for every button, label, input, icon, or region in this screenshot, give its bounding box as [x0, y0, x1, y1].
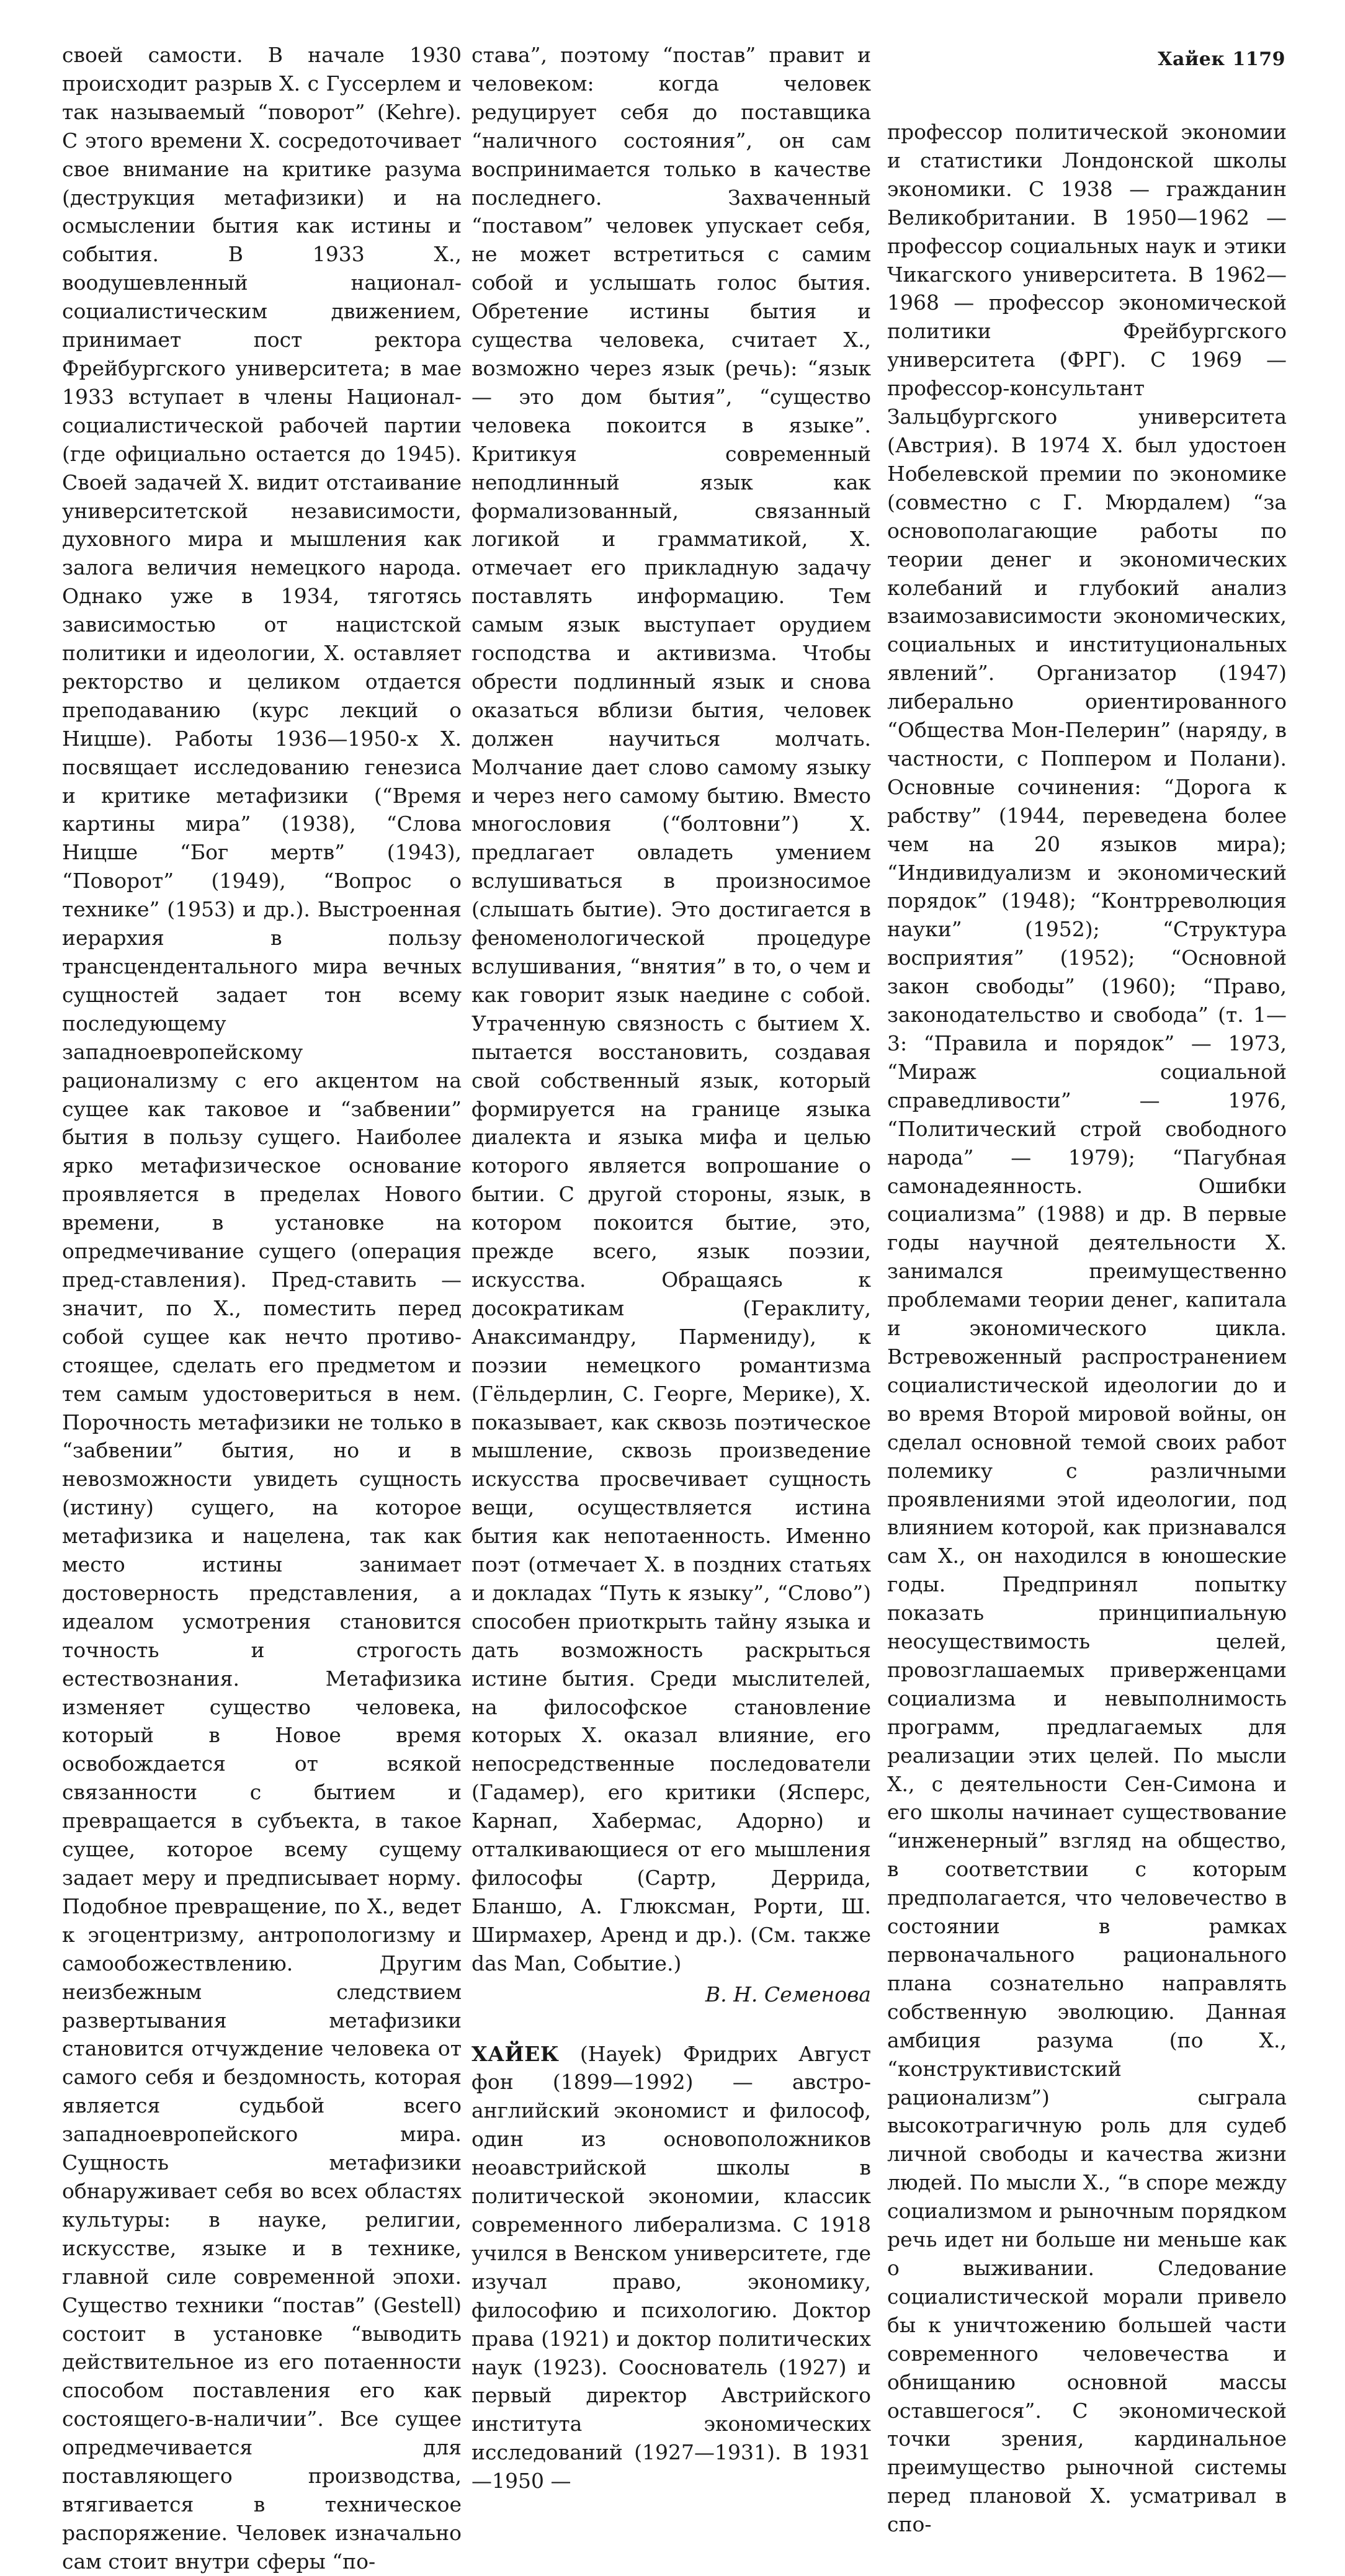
paragraph: става”, поэтому “постав” правит и человеком: когда человек редуцирует себя до поставщика “наличного состояния”, он сам воспринимается только в качестве последнего. Захваченный “поставом” человек упускает себя, не может встретиться с самим собой и услышать голос бытия. Обретение истины бытия и существа человека, считает Х., возможно через язык (речь): “язык — это дом бытия”, “существо человека покоится в языке”. Критикуя современный неподлинный язык как формализованный, связанный логикой и грамматикой, Х. отмечает его прикладную задачу поставлять информацию. Тем самым язык выступает орудием господства и активизма. Чтобы обрести подлинный язык и снова оказаться вблизи бытия, человек должен научиться молчать. Молчание дает слово самому языку и через него самому бытию. Вместо многословия (“болтовни”) Х. предлагает овладеть умением вслушиваться в произносимое (слышать бытие). Это достигается в феноменологической процедуре вслушивания, “внятия” в то, о чем и как говорит язык наедине с собой. Утраченную связность с бытием Х. пытается восстановить, создавая свой собственный язык, который формируется на границе языка диалекта и языка мифа и целью которого является вопрошание о бытии. С другой стороны, язык, в котором покоится бытие, это, прежде всего, язык поэзии, искусства. Обращаясь к досократикам (Гераклиту, Анаксимандру, Пармениду), к поэзии немецкого романтизма (Гёльдерлин, С. Георге, Мерике), Х. показывает, как сквозь поэтическое мышление, сквозь произведение искусства просвечивает сущность вещи, осуществляется истина бытия как непотаенность. Именно поэт (отмечает Х. в поздних статьях и докладах “Путь к языку”, “Слово”) способен приоткрыть тайну языка и дать возможность раскрыться истине бытия. Среди мыслителей, на философское становление которых Х. оказал влияние, его непосредственные последователи (Гадамер), его критики (Ясперс, Карнап, Хабермас, Адорно) и отталкивающиеся от его мышления философы (Сартр, Деррида, Бланшо, А. Глюксман, Рорти, Ш. Ширмахер, Аренд и др.). (См. также das Man, Событие.) — [471, 43, 871, 1975]
page-number: 1179 — [1232, 48, 1285, 70]
text-column-middle — [471, 41, 871, 2495]
running-head-title: Хайек — [1158, 48, 1225, 70]
paragraph: профессор политической экономии и статистики Лондонской школы экономики. С 1938 — гражданин Великобритании. В 1950—1962 — профессор социальных наук и этики Чикагского университета. В 1962—1968 — профессор экономической политики Фрейбургского университета (ФРГ). С 1969 — профессор-консультант Зальцбургского университета (Австрия). В 1974 Х. был удостоен Нобелевской премии по экономике (совместно с Г. Мюрдалем) “за основополагающие работы по теории денег и экономических колебаний и глубокий анализ взаимозависимости экономических, социальных и институциональных явлений”. Организатор (1947) либерально ориентированного “Общества Мон-Пелерин” (наряду, в частности, с Поппером и Полани). Основные сочинения: “Дорога к рабству” (1944, переведена более чем на 20 языков мира); “Индивидуализм и экономический порядок” (1948); “Контрреволюция науки” (1952); “Структура восприятия” (1952); “Основной закон свободы” (1960); “Право, законодательство и свобода” (т. 1—3: “Правила и порядок” — 1973, “Мираж социальной справедливости” — 1976, “Политический строй свободного народа” — 1979); “Пагубная самонадеянность. Ошибки социализма” (1988) и др. В первые годы научной деятельности Х. занимался преимущественно проблемами теории денег, капитала и экономического цикла. Встревоженный распространением социалистической идеологии до и во время Второй мировой войны, он сделал основной темой своих работ полемику с различными проявлениями этой идеологии, под влиянием которой, как признавался сам Х., он находился в юношеские годы. Предпринял попытку показать принципиальную неосуществимость целей, провозглашаемых приверженцами социализма и невыполнимость программ, предлагаемых для реализации этих целей. По мысли Х., с деятельности Сен-Симона и его школы начинает существование “инженерный” взгляд на общество, в соответствии с которым предполагается, что человечество в состоянии в рамках первоначального рационального плана сознательно направлять собственную эволюцию. Данная амбиция разума (по Х., “конструктивистский рационализм”) сыграла высокотрагичную роль для судеб личной свободы и качества жизни людей. По мысли Х., “в споре между социализмом и рыночным порядком речь идет ни больше ни меньше как о выживании. Следование социалистической морали привело бы к уничтожению большей части современного человечества и обнищанию основной массы оставшегося”. С экономической точки зрения, кардинальное преимущество рыночной системы перед плановой Х. усматривал в спо- — [887, 120, 1287, 2537]
dictionary-entry-hayek — [471, 2040, 871, 2496]
running-head — [1158, 48, 1285, 70]
text-column-left — [62, 41, 462, 2576]
entry-headword: ХАЙЕК — [471, 2041, 560, 2066]
entry-text: (Hayek) Фридрих Август фон (1899—1992) — австро-английский экономист и философ, один из основоположников неоавстрийской школы в политической экономии, классик современного либерализма. С 1918 учился в Венском университете, где изучал право, экономику, философию и психологию. Доктор права (1921) и доктор политических наук (1923). Сооснователь (1927) и первый директор Австрийского института экономических исследований (1927—1931). В 1931—1950 — — [471, 2041, 871, 2493]
author-signature: В. Н. Семенова — [705, 1982, 871, 2006]
text-column-right — [887, 118, 1287, 2539]
paragraph: своей самости. В начале 1930 происходит разрыв Х. с Гуссерлем и так называемый “поворот” (Kehre). С этого времени Х. сосредоточивает свое внимание на критике разума (деструкция метафизики) и на осмыслении бытия как истины и события. В 1933 Х., воодушевленный национал-социалистическим движением, принимает пост ректора Фрейбургского университета; в мае 1933 вступает в члены Национал-социалистической рабочей партии (где официально остается до 1945). Своей задачей Х. видит отстаивание университетской независимости, духовного мира и мышления как залога величия немецкого народа. Однако уже в 1934, тяготясь зависимостью от нацистской политики и идеологии, Х. оставляет ректорство и целиком отдается преподаванию (курс лекций о Ницше). Работы 1936—1950-х Х. посвящает исследованию генезиса и критике метафизики (“Время картины мира” (1938), “Слова Ницше “Бог мертв” (1943), “Поворот” (1949), “Вопрос о технике” (1953) и др.). Выстроенная иерархия в пользу трансцендентального мира вечных сущностей задает тон всему последующему западноевропейскому рационализму с его акцентом на сущее как таковое и “забвении” бытия в пользу сущего. Наиболее ярко метафизическое основание проявляется в пределах Нового времени, в установке на опредмечивание сущего (операция пред-ставления). Пред-ставить — значит, по Х., поместить перед собой сущее как нечто противо-стоящее, сделать его предметом и тем самым удостовериться в нем. Порочность метафизики не только в “забвении” бытия, но и в невозможности увидеть сущность (истину) сущего, на которое метафизика и нацелена, так как место истины занимает достоверность представления, а идеалом усмотрения становится точность и строгость естествознания. Метафизика изменяет существо человека, который в Новое время освобождается от всякой связанности с бытием и превращается в субъекта, в такое сущее, которое всему сущему задает меру и предписывает норму. Подобное превращение, по Х., ведет к эгоцентризму, антропологизму и самообожествлению. Другим неизбежным следствием развертывания метафизики становится отчуждение человека от самого себя и бездомность, которая является судьбой всего западноевропейского мира. Сущность метафизики обнаруживает себя во всех областях культуры: в науке, религии, искусстве, языке и в технике, главной силе современной эпохи. Существо техники “постав” (Gestell) состоит в установке “выводить действительное из его потаенности способом поставления его как состоящего-в-наличии”. Все сущее опредмечивается для поставляющего производства, втягивается в техническое распоряжение. Человек изначально сам стоит внутри сферы “по- — [62, 43, 462, 2574]
